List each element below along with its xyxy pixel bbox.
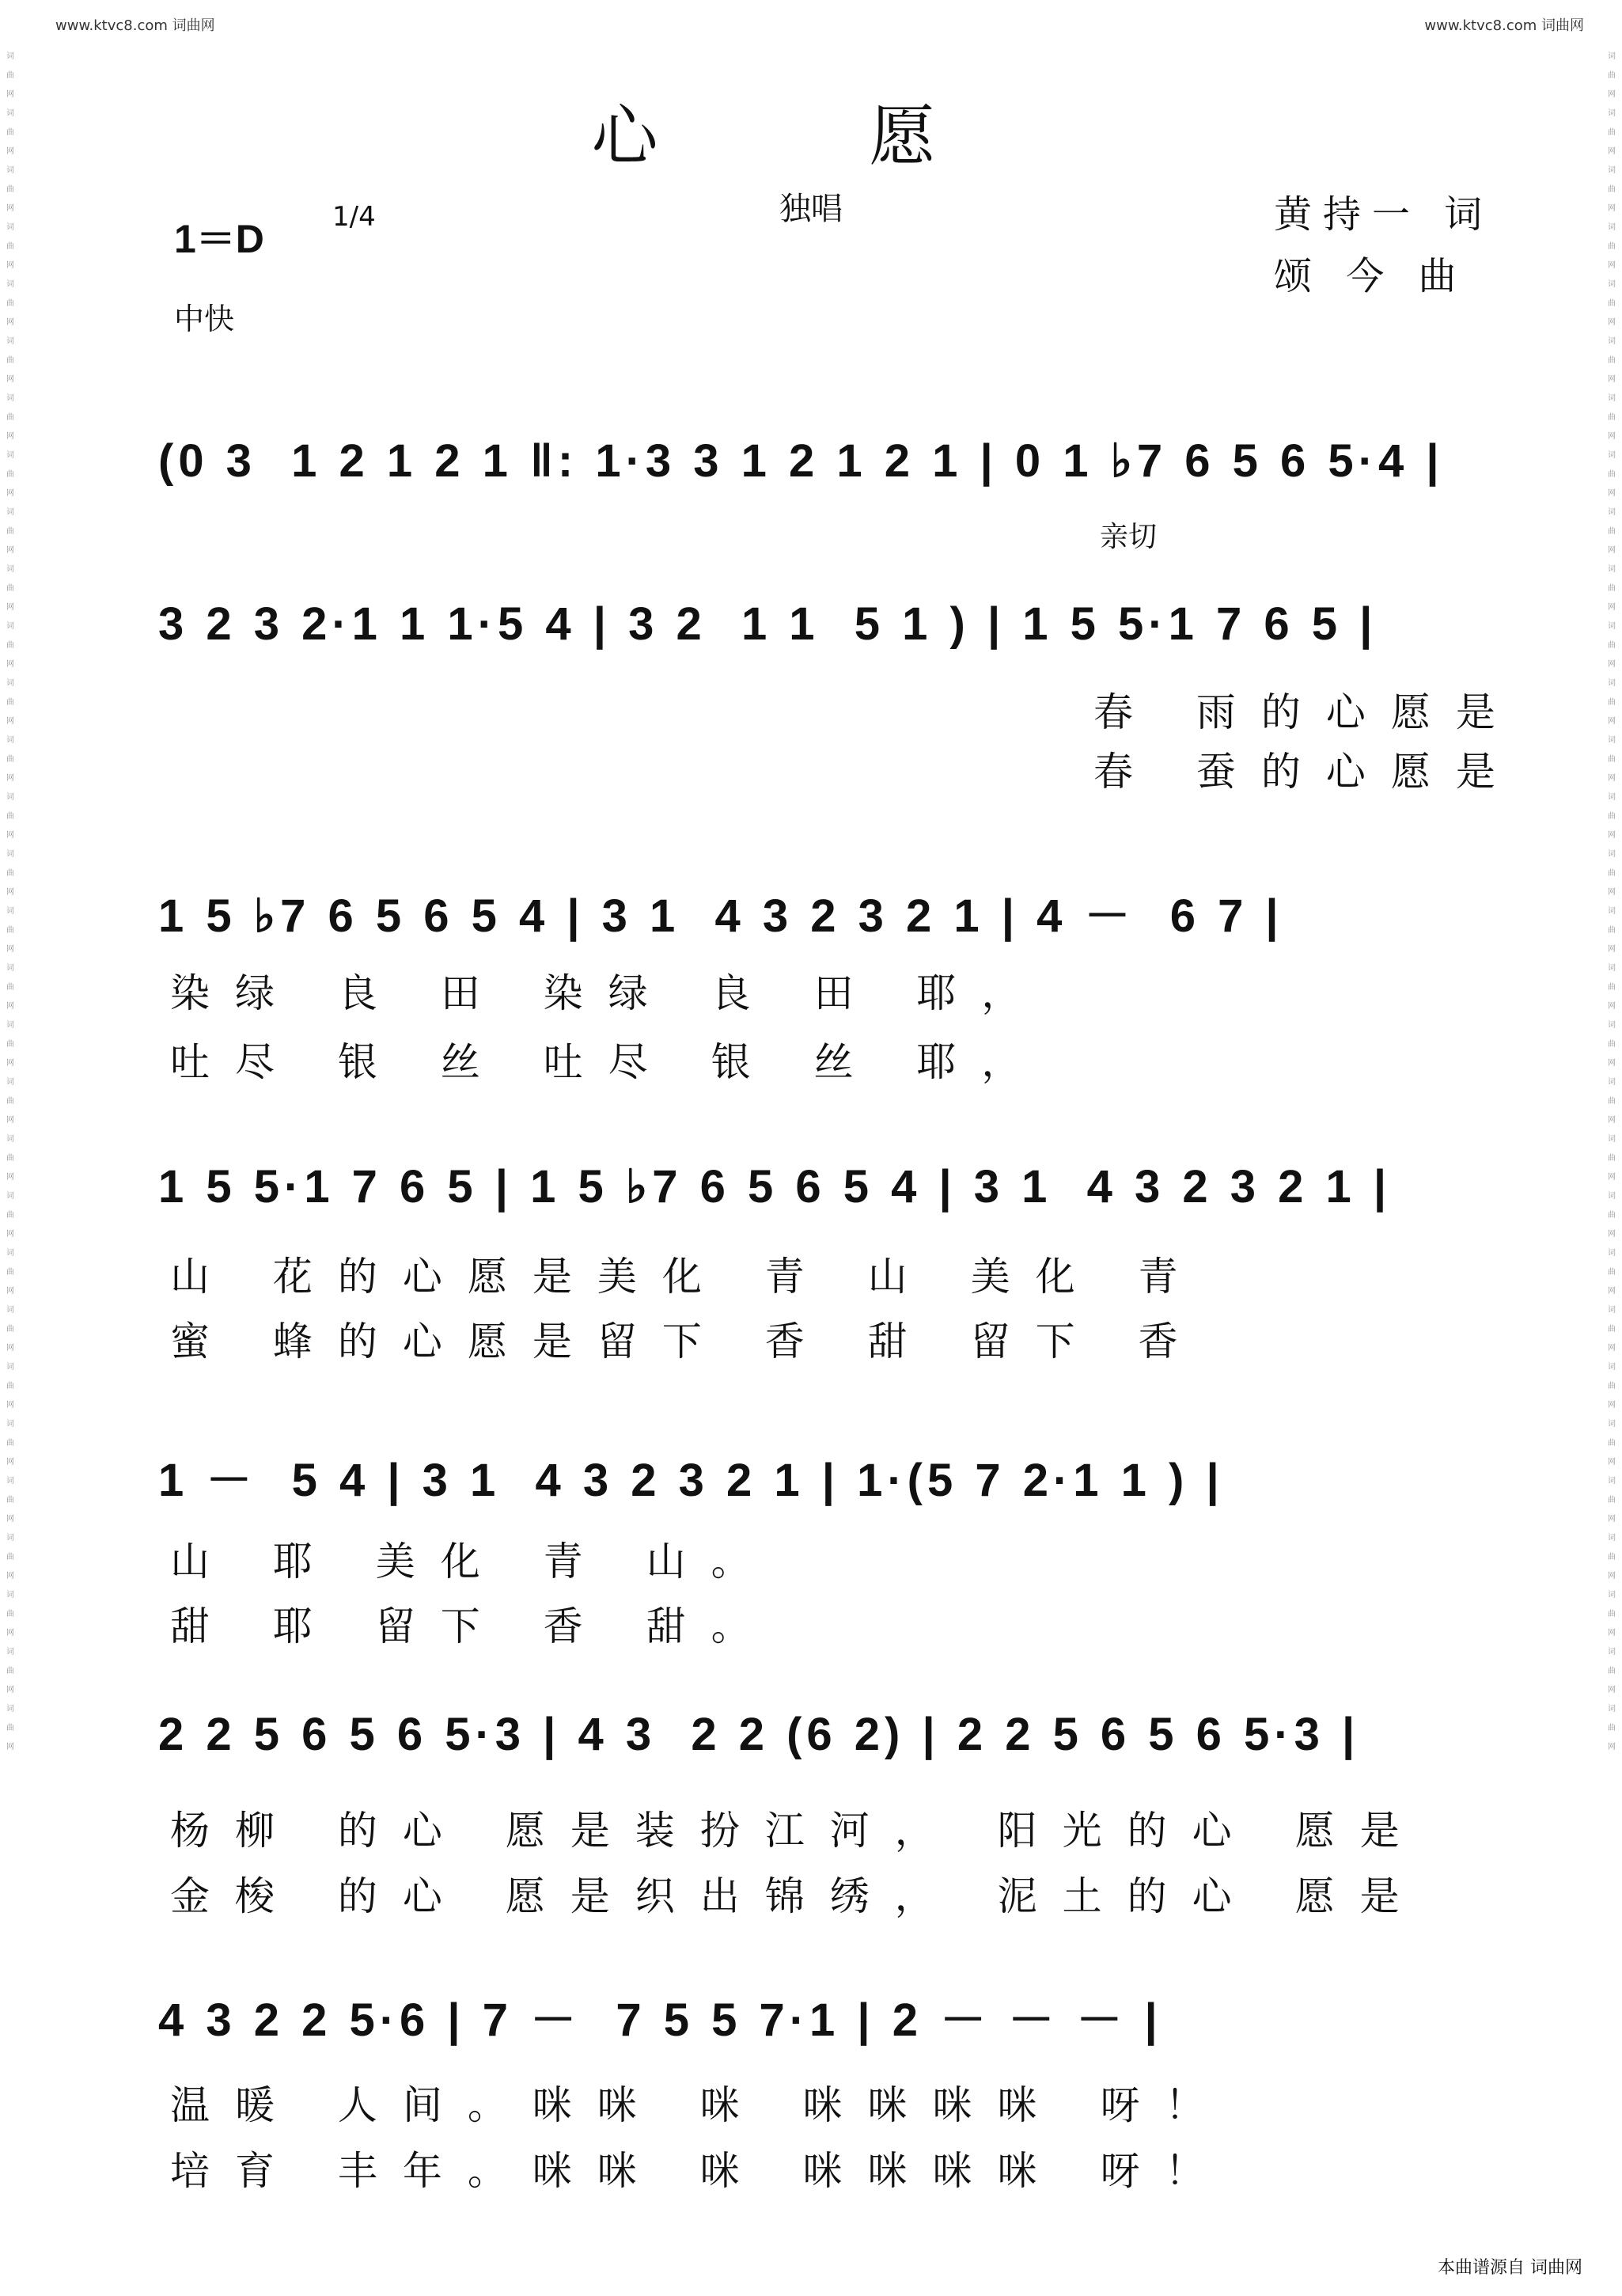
side-watermark-text: 词曲网 bbox=[1608, 1249, 1616, 1296]
song-title: 心 愿 bbox=[591, 97, 1031, 175]
side-watermark-text: 词曲网 bbox=[6, 1705, 14, 1751]
side-watermark-text: 词曲网 bbox=[6, 1591, 14, 1638]
side-watermark-text: 词曲网 bbox=[1608, 1648, 1616, 1694]
side-watermark-text: 词曲网 bbox=[6, 1021, 14, 1068]
notation-line: (0 3 1 2 1 2 1 ‖: 1·3 3 1 2 1 2 1 | 0 1 ♭7 6 5 6 5·4 | bbox=[158, 435, 1444, 487]
notation-line: 1 5 5·1 7 6 5 | 1 5 ♭7 6 5 6 5 4 | 3 1 4 3 2 3 2 1 | bbox=[158, 1161, 1392, 1213]
score-system-3 bbox=[158, 879, 1527, 1085]
side-watermark-text: 词曲网 bbox=[1608, 964, 1616, 1011]
side-watermark-text: 词曲网 bbox=[1608, 1705, 1616, 1751]
composer-credit: 颂 今 曲 bbox=[1274, 254, 1468, 298]
tempo-marking: 中快 bbox=[174, 302, 235, 336]
side-watermark-text: 词曲网 bbox=[1608, 109, 1616, 156]
side-watermark-text: 词曲网 bbox=[6, 1420, 14, 1467]
notation-line: 2 2 5 6 5 6 5·3 | 4 3 2 2 (6 2) | 2 2 5 6 5 6 5·3 | bbox=[158, 1709, 1360, 1760]
side-watermark-text: 词曲网 bbox=[6, 508, 14, 555]
side-watermark-text: 词曲网 bbox=[6, 622, 14, 669]
key-signature: 1＝D bbox=[174, 217, 264, 261]
side-watermark-text: 词曲网 bbox=[1608, 166, 1616, 213]
side-watermark-text: 词曲网 bbox=[1608, 508, 1616, 555]
side-watermark-text: 词曲网 bbox=[1608, 1363, 1616, 1410]
side-watermark-text: 词曲网 bbox=[1608, 451, 1616, 498]
lyric-verse-1: 温暖 人间。咪咪 咪 咪咪咪咪 呀！ bbox=[170, 2082, 1230, 2128]
side-watermark-text: 词曲网 bbox=[1608, 1420, 1616, 1467]
side-watermark-text: 词曲网 bbox=[6, 1306, 14, 1353]
side-watermark-text: 词曲网 bbox=[1608, 223, 1616, 270]
lyric-verse-2: 吐尽 银 丝 吐尽 银 丝 耶， bbox=[170, 1039, 1047, 1085]
performance-type: 独唱 bbox=[779, 191, 843, 227]
score-system-5 bbox=[158, 1443, 1527, 1649]
side-watermark-text: 词曲网 bbox=[1608, 280, 1616, 327]
watermark-right: www.ktvc8.com 词曲网 bbox=[1424, 17, 1584, 34]
side-watermark-text: 词曲网 bbox=[6, 793, 14, 840]
side-watermark-text: 词曲网 bbox=[1608, 622, 1616, 669]
score-system-1 bbox=[158, 434, 1527, 529]
side-watermark-text: 词曲网 bbox=[6, 1648, 14, 1694]
watermark-left: www.ktvc8.com 词曲网 bbox=[55, 17, 215, 34]
score-system-6 bbox=[158, 1708, 1527, 1919]
notation-line: 4 3 2 2 5·6 | 7 － 7 5 5 7·1 | 2 － － － | bbox=[158, 1994, 1162, 2046]
side-watermark-text: 词曲网 bbox=[6, 1135, 14, 1182]
lyric-verse-2: 蜜 蜂的心愿是留下 香 甜 留下 香 bbox=[170, 1319, 1203, 1364]
notation-line: 1 － 5 4 | 3 1 4 3 2 3 2 1 | 1·(5 7 2·1 1 ) | bbox=[158, 1455, 1224, 1506]
side-watermark-text: 词曲网 bbox=[1608, 565, 1616, 612]
side-watermark-text: 词曲网 bbox=[1608, 1135, 1616, 1182]
side-watermark-text: 词曲网 bbox=[6, 52, 14, 99]
lyric-verse-2: 甜 耶 留下 香 甜。 bbox=[170, 1603, 776, 1649]
side-watermark-text: 词曲网 bbox=[1608, 679, 1616, 726]
side-watermark-text: 词曲网 bbox=[6, 850, 14, 897]
side-watermark-text: 词曲网 bbox=[6, 1249, 14, 1296]
side-watermark-text: 词曲网 bbox=[1608, 1021, 1616, 1068]
score-system-7 bbox=[158, 1983, 1527, 2194]
side-watermark-text: 词曲网 bbox=[6, 736, 14, 783]
side-watermark-text: 词曲网 bbox=[1608, 337, 1616, 384]
side-watermark-text: 词曲网 bbox=[6, 394, 14, 441]
side-watermark-text: 词曲网 bbox=[6, 451, 14, 498]
side-watermark-text: 词曲网 bbox=[1608, 907, 1616, 954]
lyric-verse-1: 山 耶 美化 青 山。 bbox=[170, 1539, 776, 1584]
side-watermark-text: 词曲网 bbox=[1608, 1591, 1616, 1638]
side-watermark-text: 词曲网 bbox=[6, 565, 14, 612]
side-watermark-text: 词曲网 bbox=[6, 1363, 14, 1410]
side-watermark-text: 词曲网 bbox=[1608, 1477, 1616, 1524]
side-watermark-text: 词曲网 bbox=[6, 907, 14, 954]
lyric-verse-1: 杨柳 的心 愿是装扮江河， 阳光的心 愿是 bbox=[170, 1808, 1425, 1854]
side-watermark-text: 词曲网 bbox=[6, 337, 14, 384]
side-watermark-text: 词曲网 bbox=[6, 1192, 14, 1239]
side-watermark-text: 词曲网 bbox=[6, 964, 14, 1011]
side-watermark-text: 词曲网 bbox=[1608, 850, 1616, 897]
lyric-verse-1: 春 雨的心愿是 bbox=[1093, 689, 1521, 735]
source-footer: 本曲谱源自 词曲网 bbox=[1438, 2258, 1582, 2278]
side-watermark-text: 词曲网 bbox=[1608, 1534, 1616, 1581]
side-watermark-text: 词曲网 bbox=[1608, 1192, 1616, 1239]
time-signature: 1/4 bbox=[332, 201, 376, 233]
side-watermark-right bbox=[1606, 47, 1617, 2249]
side-watermark-text: 词曲网 bbox=[1608, 736, 1616, 783]
side-watermark-text: 词曲网 bbox=[1608, 1078, 1616, 1125]
lyricist-credit: 黄持一 词 bbox=[1274, 192, 1494, 237]
expression-marking: 亲切 bbox=[1100, 521, 1158, 553]
lyric-verse-1: 染绿 良 田 染绿 良 田 耶， bbox=[170, 970, 1047, 1016]
side-watermark-text: 词曲网 bbox=[6, 280, 14, 327]
lyric-verse-2: 春 蚕的心愿是 bbox=[1093, 749, 1521, 795]
side-watermark-left bbox=[5, 47, 16, 2249]
lyric-verse-2: 培育 丰年。咪咪 咪 咪咪咪咪 呀！ bbox=[170, 2148, 1230, 2194]
side-watermark-text: 词曲网 bbox=[6, 166, 14, 213]
side-watermark-text: 词曲网 bbox=[1608, 52, 1616, 99]
lyric-verse-1: 山 花的心愿是美化 青 山 美化 青 bbox=[170, 1254, 1203, 1300]
notation-line: 3 2 3 2·1 1 1·5 4 | 3 2 1 1 5 1 ) | 1 5 5·1 7 6 5 | bbox=[158, 598, 1378, 650]
side-watermark-text: 词曲网 bbox=[6, 1477, 14, 1524]
lyric-verse-2: 金梭 的心 愿是织出锦绣， 泥土的心 愿是 bbox=[170, 1873, 1425, 1919]
side-watermark-text: 词曲网 bbox=[1608, 793, 1616, 840]
score-system-2 bbox=[158, 598, 1527, 795]
score-system-4 bbox=[158, 1159, 1527, 1364]
side-watermark-text: 词曲网 bbox=[6, 109, 14, 156]
notation-line: 1 5 ♭7 6 5 6 5 4 | 3 1 4 3 2 3 2 1 | 4 － 6 7 | bbox=[158, 890, 1283, 942]
side-watermark-text: 词曲网 bbox=[6, 1078, 14, 1125]
side-watermark-text: 词曲网 bbox=[1608, 394, 1616, 441]
side-watermark-text: 词曲网 bbox=[6, 223, 14, 270]
side-watermark-text: 词曲网 bbox=[6, 1534, 14, 1581]
side-watermark-text: 词曲网 bbox=[6, 679, 14, 726]
side-watermark-text: 词曲网 bbox=[1608, 1306, 1616, 1353]
